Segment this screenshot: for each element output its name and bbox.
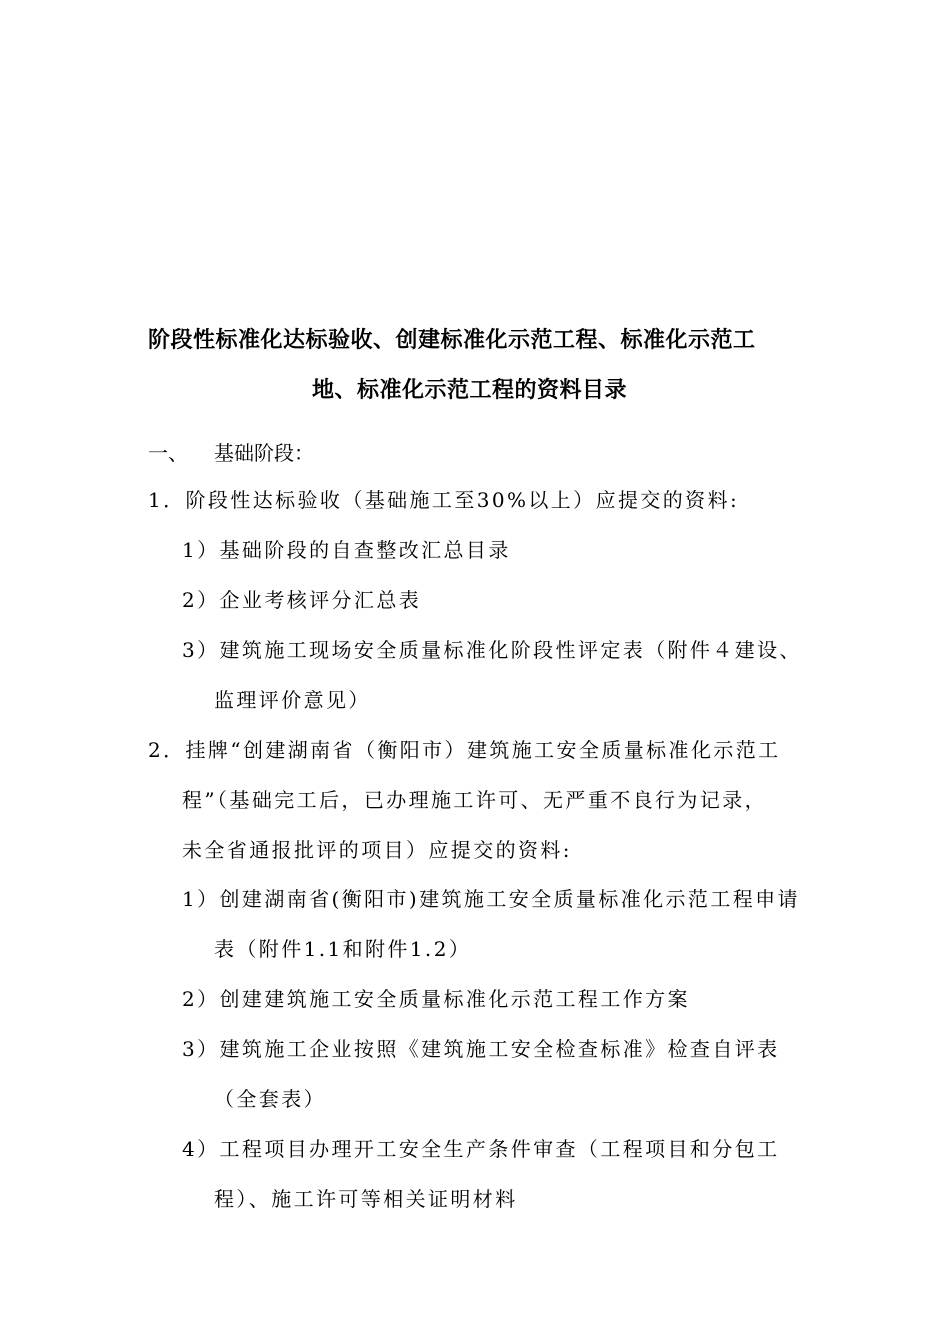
list-item-continuation: 表（附件1.1和附件1.2）	[214, 937, 472, 961]
list-item: 4）工程项目办理开工安全生产条件审查（工程项目和分包工	[182, 1137, 780, 1161]
item-2-heading: 2．挂牌“创建湖南省（衡阳市）建筑施工安全质量标准化示范工	[148, 738, 781, 762]
list-item-continuation: 程）、施工许可等相关证明材料	[214, 1187, 518, 1211]
list-item: 1）创建湖南省(衡阳市)建筑施工安全质量标准化示范工程申请	[182, 887, 800, 911]
section-heading-foundation	[148, 437, 314, 466]
list-item-continuation: 监理评价意见）	[214, 688, 371, 712]
section-label: 基础阶段：	[214, 441, 314, 465]
list-item: 1）基础阶段的自查整改汇总目录	[182, 538, 511, 562]
section-number: 一、	[148, 441, 188, 465]
list-item-continuation: （全套表）	[214, 1087, 326, 1111]
item-1-heading: 1．阶段性达标验收（基础施工至30%以上）应提交的资料:	[148, 488, 740, 512]
list-item: 2）企业考核评分汇总表	[182, 588, 422, 612]
document-title-line-1: 阶段性标准化达标验收、创建标准化示范工程、标准化示范工	[148, 328, 756, 353]
item-2-heading-continuation: 未全省通报批评的项目）应提交的资料:	[182, 838, 572, 862]
list-item: 3）建筑施工现场安全质量标准化阶段性评定表（附件４建设、	[182, 638, 802, 662]
list-item: 2）创建建筑施工安全质量标准化示范工程工作方案	[182, 987, 690, 1011]
document-title-line-2: 地、标准化示范工程的资料目录	[312, 378, 628, 403]
list-item: 3）建筑施工企业按照《建筑施工安全检查标准》检查自评表	[182, 1037, 780, 1061]
item-2-heading-continuation: 程”（基础完工后，已办理施工许可、无严重不良行为记录，	[182, 788, 768, 812]
